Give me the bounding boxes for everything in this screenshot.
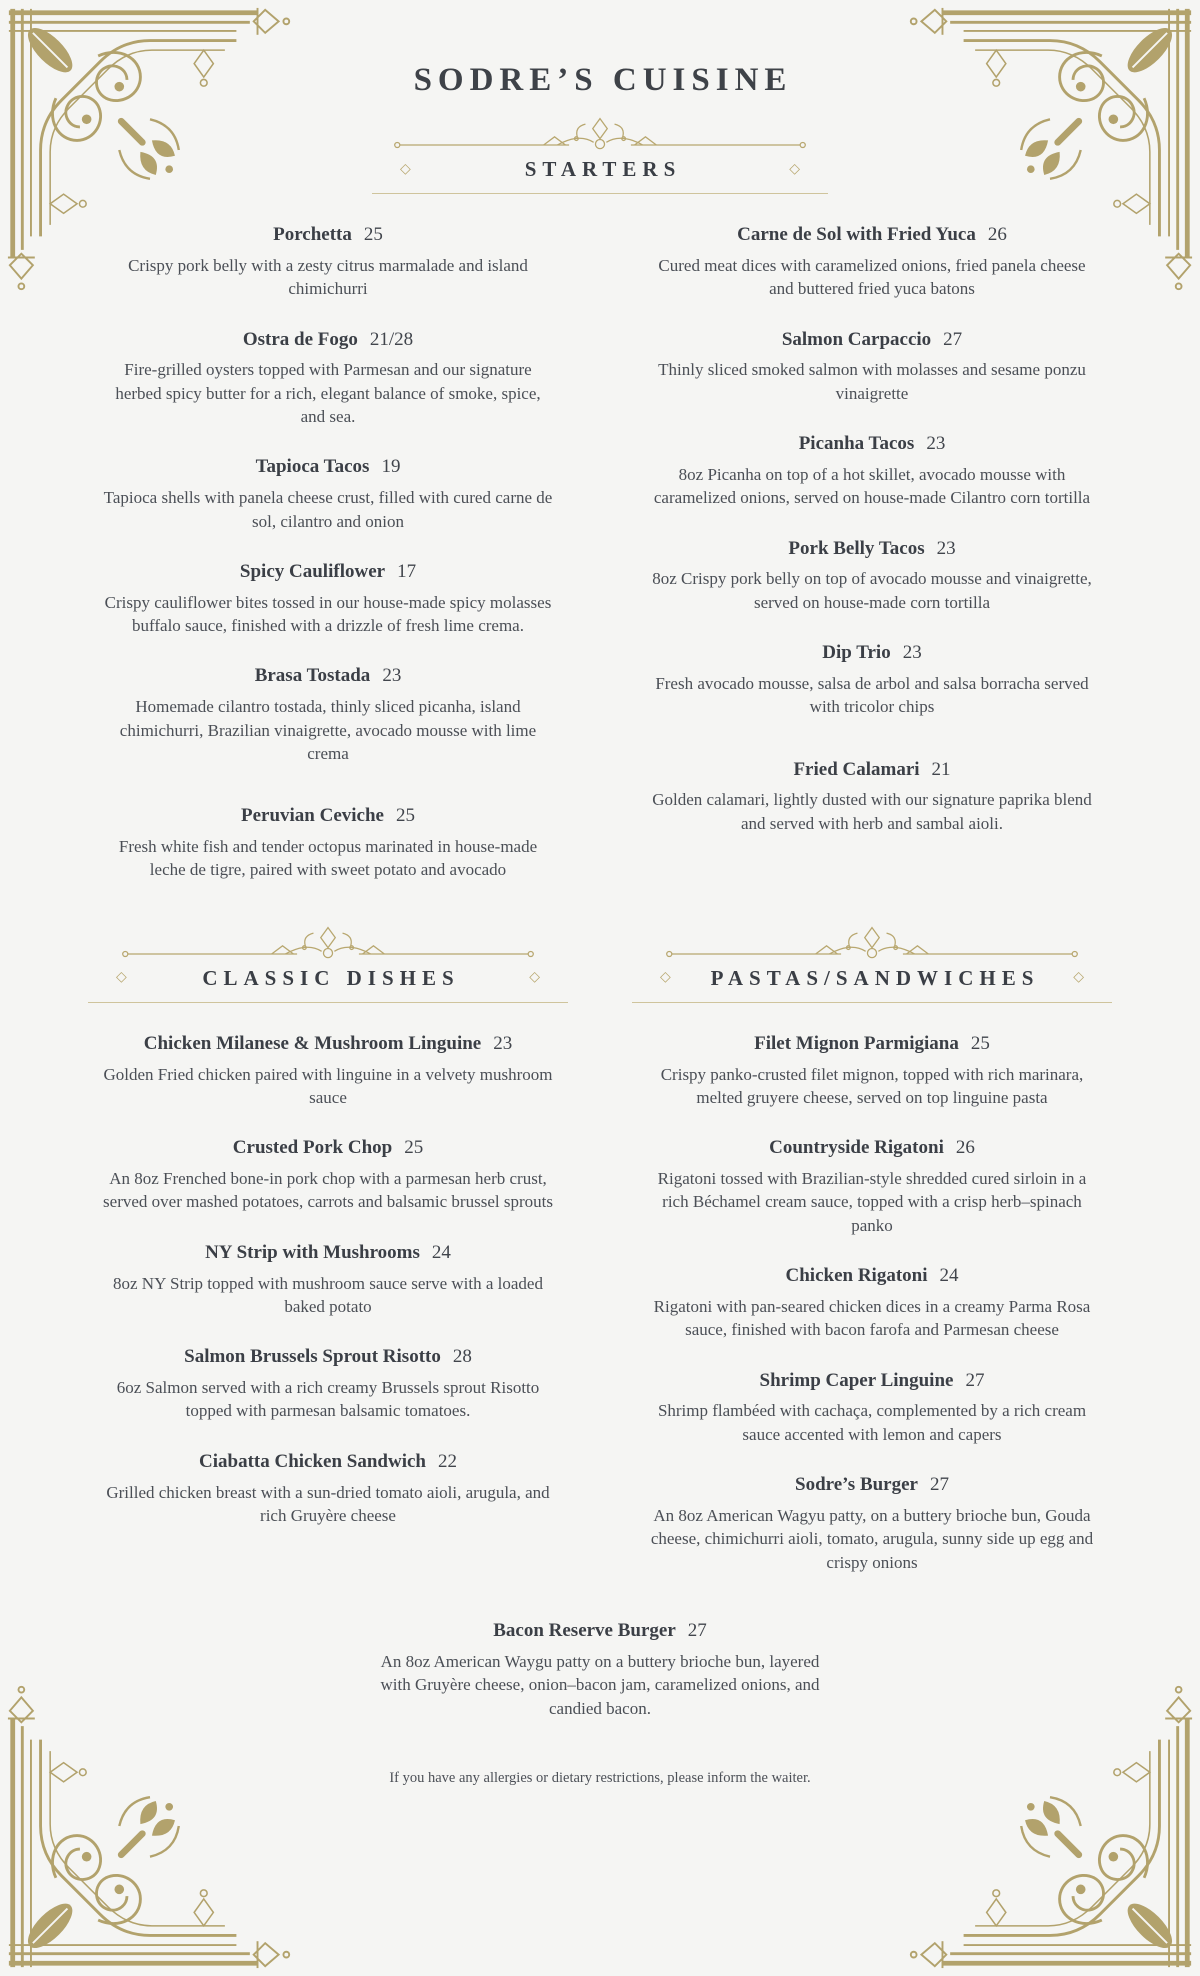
item-name: Peruvian Ceviche — [240, 805, 384, 827]
item-description: Crispy panko-crusted filet mignon, topped with rich marinara, melted gruyere cheese, served on top linguine pasta — [660, 1064, 1084, 1107]
menu-item — [632, 1135, 1112, 1237]
item-price: 27 — [687, 1620, 707, 1642]
menu-item — [632, 1031, 1112, 1110]
menu-item — [88, 454, 568, 533]
item-price: 25 — [396, 805, 415, 827]
diamond-icon: ◇ — [529, 970, 540, 986]
lower-sections — [0, 924, 1200, 1600]
item-price: 26 — [955, 1137, 975, 1159]
item-description: Crispy pork belly with a zesty citrus marmalade and island chimichurri — [128, 255, 528, 299]
starters-right-column — [632, 222, 1112, 908]
menu-item — [632, 327, 1112, 406]
diamond-icon: ◇ — [1073, 970, 1084, 986]
item-name: Sodre’s Burger — [795, 1474, 918, 1496]
item-price: 24 — [939, 1265, 959, 1287]
item-price: 24 — [431, 1241, 451, 1263]
item-name: Pork Belly Tacos — [788, 537, 925, 559]
menu-item — [632, 536, 1112, 615]
item-name: Crusted Pork Chop — [232, 1137, 393, 1159]
starters-heading: STARTERS — [524, 157, 682, 181]
item-name: Fried Calamari — [793, 758, 920, 780]
corner-ornament-top-right-icon — [906, 6, 1194, 294]
item-name: Carne de Sol with Fried Yuca — [737, 224, 976, 245]
starters-header-row — [372, 155, 828, 182]
menu-item — [88, 1240, 568, 1319]
item-price: 23 — [936, 537, 956, 559]
item-name: Salmon Carpaccio — [781, 328, 932, 350]
starters-section-header — [372, 115, 828, 194]
item-description: Fire-grilled oysters topped with Parmesan and our signature herbed spicy butter for a rich, elegant balance of smoke, spice, and sea. — [115, 360, 541, 426]
item-name: NY Strip with Mushrooms — [205, 1241, 420, 1263]
item-description: Fresh white fish and tender octopus marinated in house-made leche de tigre, paired with sweet potato and avocado — [118, 837, 538, 880]
menu-item — [88, 803, 568, 882]
item-name: Filet Mignon Parmigiana — [754, 1032, 959, 1054]
item-name: Chicken Milanese & Mushroom Linguine — [143, 1032, 482, 1054]
menu-item — [88, 1135, 568, 1214]
item-price: 23 — [493, 1032, 513, 1054]
item-price: 19 — [381, 456, 401, 478]
item-description: Rigatoni tossed with Brazilian-style shredded cured sirloin in a rich Béchamel cream sauce, topped with a crisp herb–spinach panko — [657, 1169, 1087, 1235]
pastas-sandwiches-heading: PASTAS/SANDWICHES — [710, 965, 1040, 990]
divider-flourish-icon — [372, 115, 828, 155]
diamond-icon: ◇ — [116, 970, 127, 986]
item-description: An 8oz American Waygu patty on a buttery brioche bun, layered with Gruyère cheese, onion–bacon jam, caramelized onions, and candied bacon. — [380, 1651, 820, 1718]
item-price: 25 — [363, 224, 383, 245]
item-description: 6oz Salmon served with a rich creamy Brussels sprout Risotto topped with parmesan balsamic tomatoes. — [116, 1378, 540, 1421]
item-price: 27 — [965, 1369, 985, 1391]
menu-item — [88, 327, 568, 429]
item-description: 8oz Crispy pork belly on top of avocado mousse and vinaigrette, served on house-made corn tortilla — [652, 569, 1092, 612]
item-name: Brasa Tostada — [254, 665, 371, 687]
item-name: Chicken Rigatoni — [785, 1265, 928, 1287]
pastas-sandwiches-section — [632, 924, 1112, 1600]
menu-item — [88, 663, 568, 765]
corner-ornament-top-left-icon — [6, 6, 294, 294]
gold-rule — [632, 1002, 1112, 1003]
menu-item — [632, 1472, 1112, 1574]
starters-left-column — [88, 222, 568, 908]
item-description: Tapioca shells with panela cheese crust, filled with cured carne de sol, cilantro and onion — [103, 488, 553, 531]
item-name: Ostra de Fogo — [242, 328, 358, 350]
corner-ornament-bottom-left-icon — [6, 1682, 294, 1970]
menu-item — [88, 1449, 568, 1528]
menu-item — [632, 1368, 1112, 1447]
item-name: Porchetta — [273, 224, 352, 245]
item-name: Spicy Cauliflower — [239, 560, 386, 582]
item-name: Countryside Rigatoni — [769, 1137, 944, 1159]
classic-dishes-section — [88, 924, 568, 1600]
item-description: An 8oz American Wagyu patty, on a buttery brioche bun, Gouda cheese, chimichurri aioli, tomato, arugula, sunny side up egg and crispy onions — [650, 1505, 1094, 1572]
diamond-icon: ◇ — [789, 161, 800, 177]
item-name: Tapioca Tacos — [255, 456, 370, 478]
gold-rule — [88, 1002, 568, 1003]
item-description: An 8oz Frenched bone-in pork chop with a parmesan herb crust, served over mashed potatoes, carrots and balsamic brussel sprouts — [103, 1169, 553, 1212]
item-price: 23 — [902, 642, 922, 663]
item-description: 8oz Picanha on top of a hot skillet, avocado mousse with caramelized onions, served on house-made Cilantro corn tortilla — [653, 464, 1091, 508]
item-description: 8oz NY Strip topped with mushroom sauce serve with a loaded baked potato — [113, 1273, 543, 1316]
menu-item — [88, 1344, 568, 1423]
item-description: Rigatoni with pan-seared chicken dices in a creamy Parma Rosa sauce, finished with bacon farofa and Parmesan cheese — [653, 1296, 1091, 1340]
item-price: 21 — [931, 758, 951, 780]
item-price: 17 — [397, 560, 417, 582]
item-price: 25 — [970, 1032, 990, 1054]
item-description: Fresh avocado mousse, salsa de arbol and salsa borracha served with tricolor chips — [655, 673, 1089, 717]
divider-flourish-icon — [88, 924, 568, 964]
allergy-notice: If you have any allergies or dietary restrictions, please inform the waiter. — [389, 1770, 811, 1787]
corner-ornament-bottom-right-icon — [906, 1682, 1194, 1970]
divider-flourish-icon — [632, 924, 1112, 964]
item-price: 27 — [943, 328, 963, 350]
diamond-icon: ◇ — [660, 970, 671, 986]
item-price: 23 — [382, 665, 402, 687]
item-price: 27 — [929, 1474, 949, 1496]
item-name: Salmon Brussels Sprout Risotto — [184, 1346, 441, 1368]
item-description: Cured meat dices with caramelized onions, fried panela cheese and buttered fried yuca batons — [658, 255, 1086, 299]
item-description: Thinly sliced smoked salmon with molasses and sesame ponzu vinaigrette — [658, 360, 1086, 403]
item-name: Shrimp Caper Linguine — [759, 1369, 954, 1391]
item-price: 21/28 — [369, 328, 414, 350]
item-description: Crispy cauliflower bites tossed in our house-made spicy molasses buffalo sauce, finished with a drizzle of fresh lime crema. — [104, 592, 552, 635]
item-name: Ciabatta Chicken Sandwich — [199, 1450, 426, 1472]
pastas-sandwiches-items — [632, 1031, 1112, 1574]
item-name: Dip Trio — [822, 642, 891, 663]
classic-dishes-heading: CLASSIC DISHES — [202, 965, 460, 990]
item-description: Golden Fried chicken paired with linguine in a velvety mushroom sauce — [103, 1064, 553, 1107]
starters-columns — [0, 222, 1200, 908]
item-price: 26 — [987, 224, 1007, 245]
classic-dishes-items — [88, 1031, 568, 1528]
menu-item — [632, 757, 1112, 836]
item-description: Grilled chicken breast with a sun-dried tomato aioli, arugula, and rich Gruyère cheese — [106, 1482, 550, 1525]
item-price: 28 — [452, 1346, 472, 1368]
gold-rule — [372, 193, 828, 194]
item-name: Picanha Tacos — [798, 433, 915, 454]
item-price: 25 — [404, 1137, 424, 1159]
item-description: Homemade cilantro tostada, thinly sliced picanha, island chimichurri, Brazilian vinaigrette, avocado mousse with lime crema — [119, 697, 537, 763]
menu-item — [88, 559, 568, 638]
item-price: 23 — [926, 433, 946, 454]
item-name: Bacon Reserve Burger — [493, 1620, 676, 1642]
restaurant-title: SODRE’S CUISINE — [413, 62, 793, 98]
item-description: Shrimp flambéed with cachaça, complemented by a rich cream sauce accented with lemon and capers — [657, 1401, 1087, 1444]
pastas-sandwiches-header — [632, 924, 1112, 1003]
item-description: Golden calamari, lightly dusted with our signature paprika blend and served with herb and sambal aioli. — [652, 790, 1092, 833]
item-price: 22 — [438, 1450, 457, 1472]
menu-item — [632, 640, 1112, 719]
menu-item — [632, 1263, 1112, 1342]
classic-dishes-header — [88, 924, 568, 1003]
menu-item — [632, 431, 1112, 510]
menu-item — [88, 1031, 568, 1110]
diamond-icon: ◇ — [400, 161, 411, 177]
